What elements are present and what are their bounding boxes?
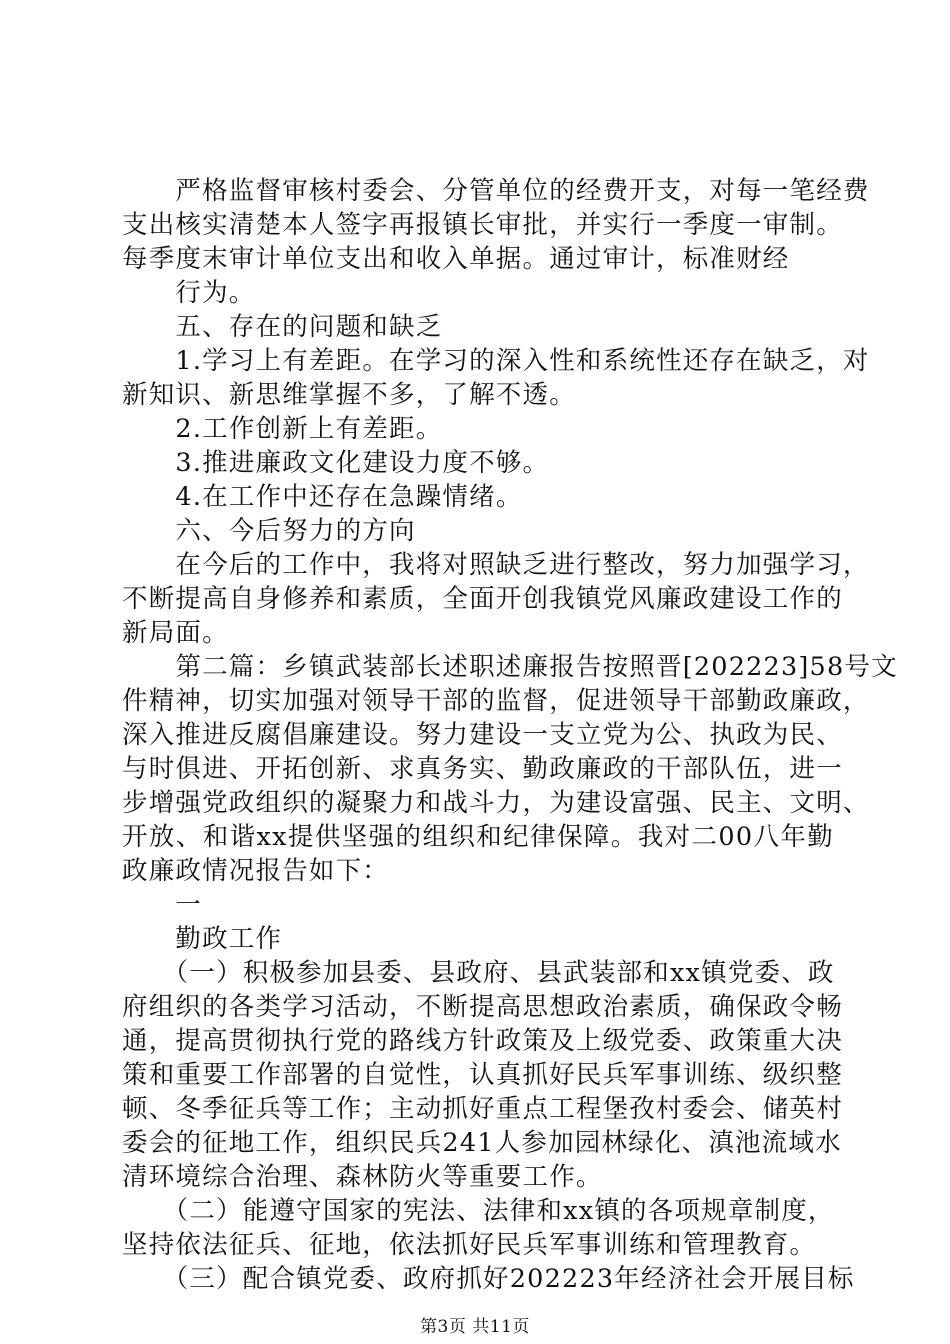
text-line: 2.工作创新上有差距。: [122, 414, 443, 444]
text-line: 在今后的工作中，我将对照缺乏进行整改，努力加强学习，: [122, 550, 870, 580]
text-line: 一: [122, 890, 203, 920]
text-line: 步增强党政组织的凝聚力和战斗力，为建设富强、民主、文明、: [122, 788, 870, 818]
text-line: 新知识、新思维掌握不多，了解不透。: [122, 380, 576, 410]
text-line: 新局面。: [122, 618, 229, 648]
text-line: （三）配合镇党委、政府抓好202223年经济社会开展目标: [122, 1264, 855, 1294]
text-line: 通，提高贯彻执行党的路线方针政策及上级党委、政策重大决: [122, 1026, 843, 1056]
text-line: 政廉政情况报告如下：: [122, 856, 390, 886]
page-footer: 第3页 共11页: [420, 1317, 530, 1337]
text-line: 件精神，切实加强对领导干部的监督，促进领导干部勤政廉政，: [122, 686, 870, 716]
text-line: 第二篇：乡镇武装部长述职述廉报告按照晋[202223]58号文: [122, 652, 898, 682]
text-line: 1.学习上有差距。在学习的深入性和系统性还存在缺乏，对: [122, 346, 870, 376]
text-line: 府组织的各类学习活动，不断提高思想政治素质，确保政令畅: [122, 992, 843, 1022]
text-line: 不断提高自身修养和素质，全面开创我镇党风廉政建设工作的: [122, 584, 843, 614]
text-line: 行为。: [122, 278, 256, 308]
text-line: 顿、冬季征兵等工作；主动抓好重点工程堡孜村委会、储英村: [122, 1094, 843, 1124]
text-line: 支出核实清楚本人签字再报镇长审批，并实行一季度一审制。: [122, 210, 843, 240]
text-line: （二）能遵守国家的宪法、法律和xx镇的各项规章制度，: [122, 1196, 835, 1226]
text-line: 每季度末审计单位支出和收入单据。通过审计，标准财经: [122, 244, 790, 274]
text-line: 3.推进廉政文化建设力度不够。: [122, 448, 550, 478]
section-heading: 五、存在的问题和缺乏: [122, 312, 443, 342]
text-line: 严格监督审核村委会、分管单位的经费开支，对每一笔经费: [122, 176, 870, 206]
text-line: （一）积极参加县委、县政府、县武装部和xx镇党委、政: [122, 958, 835, 988]
text-line: 坚持依法征兵、征地，依法抓好民兵军事训练和管理教育。: [122, 1230, 817, 1260]
text-line: 4.在工作中还存在急躁情绪。: [122, 482, 523, 512]
section-heading: 六、今后努力的方向: [122, 516, 416, 546]
text-line: 开放、和谐xx提供坚强的组织和纪律保障。我对二00八年勤: [122, 822, 834, 852]
text-line: 与时俱进、开拓创新、求真务实、勤政廉政的干部队伍，进一: [122, 754, 843, 784]
section-heading: 勤政工作: [122, 924, 283, 954]
text-line: 清环境综合治理、森林防火等重要工作。: [122, 1162, 603, 1192]
text-line: 深入推进反腐倡廉建设。努力建设一支立党为公、执政为民、: [122, 720, 843, 750]
text-line: 委会的征地工作，组织民兵241人参加园林绿化、滇池流域水: [122, 1128, 842, 1158]
text-line: 策和重要工作部署的自觉性，认真抓好民兵军事训练、级织整: [122, 1060, 843, 1090]
